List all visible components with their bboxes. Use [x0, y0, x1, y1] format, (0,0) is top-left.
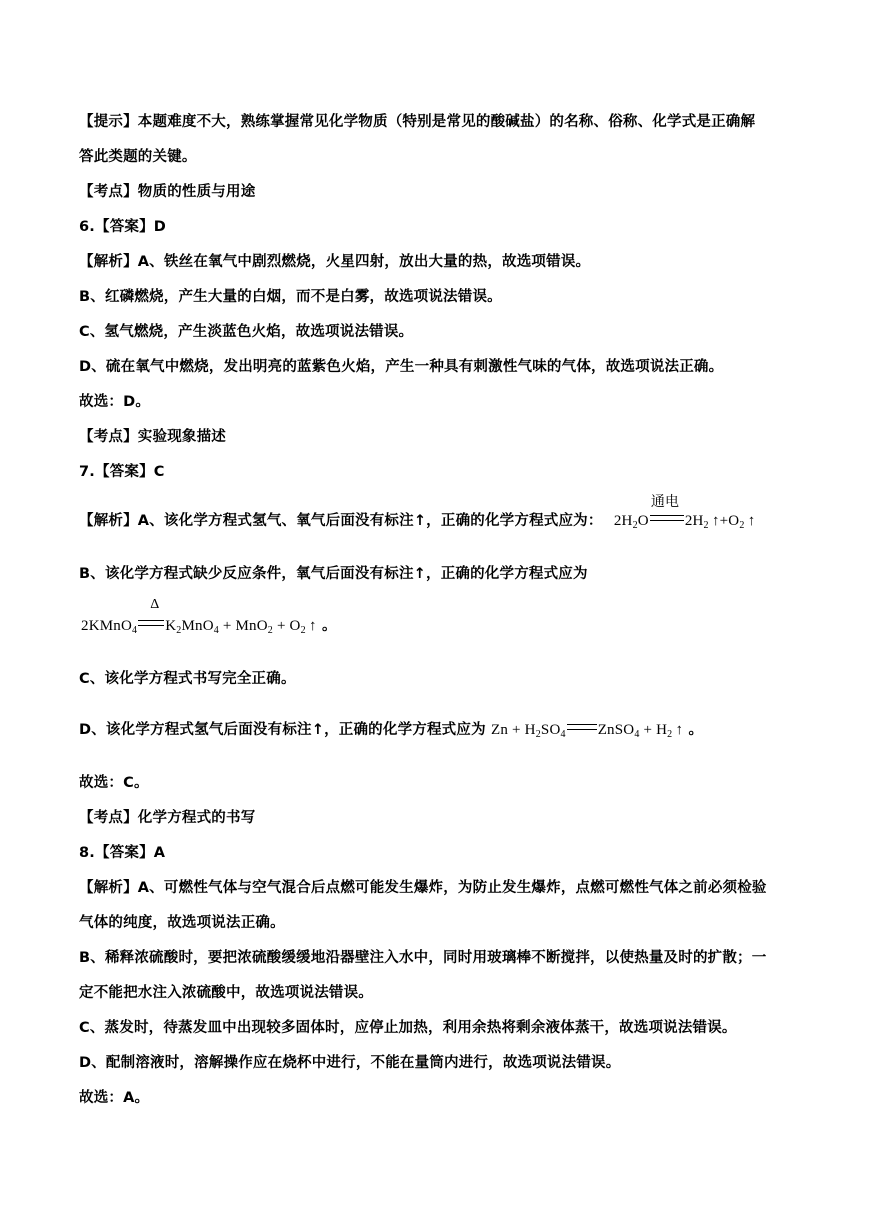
text-line: 7.【答案】C: [79, 464, 165, 480]
text-line: 【提示】本题难度不大，熟练掌握常见化学物质（特别是常见的酸碱盐）的名称、俗称、化学式是正确解: [79, 114, 756, 130]
text-span: 【解析】A、该化学方程式氢气、氧气后面没有标注↑，正确的化学方程式应为：: [79, 513, 603, 529]
text-line: C、氢气燃烧，产生淡蓝色火焰，故选项说法错误。: [79, 324, 414, 340]
text-line: 【解析】A、可燃性气体与空气混合后点燃可能发生爆炸，为防止发生爆炸，点燃可燃性气体之前必须检验: [79, 880, 767, 896]
chemical-equation: $2H_2O$ 通电 $2H_2$ $↑+O_2$ ↑: [613, 494, 756, 531]
text-line: 8.【答案】A: [79, 845, 166, 861]
text-line: 气体的纯度，故选项说法正确。: [79, 915, 285, 931]
text-line: 6.【答案】D: [79, 219, 167, 235]
reaction-condition: 通电: [650, 494, 680, 510]
text-line: 【考点】物质的性质与用途: [79, 184, 256, 200]
chemical-equation: 2KMnO$_4$ Δ $K_2MnO_4 + MnO_2 + O_2$ ↑: [81, 597, 317, 636]
text-line: 故选：D。: [79, 394, 151, 410]
text-span: 。: [688, 722, 704, 738]
text-line: 故选：A。: [79, 1090, 150, 1106]
text-line: C、蒸发时，待蒸发皿中出现较多固体时，应停止加热，利用余热将剩余液体蒸干，故选项说法错误。: [79, 1020, 737, 1036]
text-line: D、配制溶液时，溶解操作应在烧杯中进行，不能在量筒内进行，故选项说法错误。: [79, 1055, 621, 1071]
text-span: 。: [321, 618, 337, 634]
text-line: B、该化学方程式缺少反应条件，氧气后面没有标注↑，正确的化学方程式应为: [79, 566, 588, 582]
reaction-condition: Δ: [150, 597, 160, 612]
text-line: 【考点】化学方程式的书写: [79, 810, 256, 826]
text-line: 答此类题的关键。: [79, 149, 197, 165]
text-line: [81, 597, 337, 636]
chemical-equation: $Zn + H_2SO_4$ ZnSO$_4$ + $H_2$ ↑: [491, 722, 684, 740]
text-line: 【解析】A、铁丝在氧气中剧烈燃烧，火星四射，放出大量的热，故选项错误。: [79, 254, 591, 270]
text-line: [79, 720, 703, 740]
text-line: 【考点】实验现象描述: [79, 429, 226, 445]
text-line: 定不能把水注入浓硫酸中，故选项说法错误。: [79, 985, 373, 1001]
text-line: 故选：C。: [79, 775, 149, 791]
text-line: B、红磷燃烧，产生大量的白烟，而不是白雾，故选项说法错误。: [79, 289, 502, 305]
text-line: B、稀释浓硫酸时，要把浓硫酸缓缓地沿器壁注入水中，同时用玻璃棒不断搅拌，以使热量及时的扩散；一: [79, 950, 767, 966]
text-line: D、硫在氧气中燃烧，发出明亮的蓝紫色火焰，产生一种具有刺激性气味的气体，故选项说法正确。: [79, 359, 724, 375]
text-line: [79, 494, 756, 531]
text-line: C、该化学方程式书写完全正确。: [79, 671, 296, 687]
text-span: D、该化学方程式氢气后面没有标注↑，正确的化学方程式应为: [79, 722, 486, 738]
